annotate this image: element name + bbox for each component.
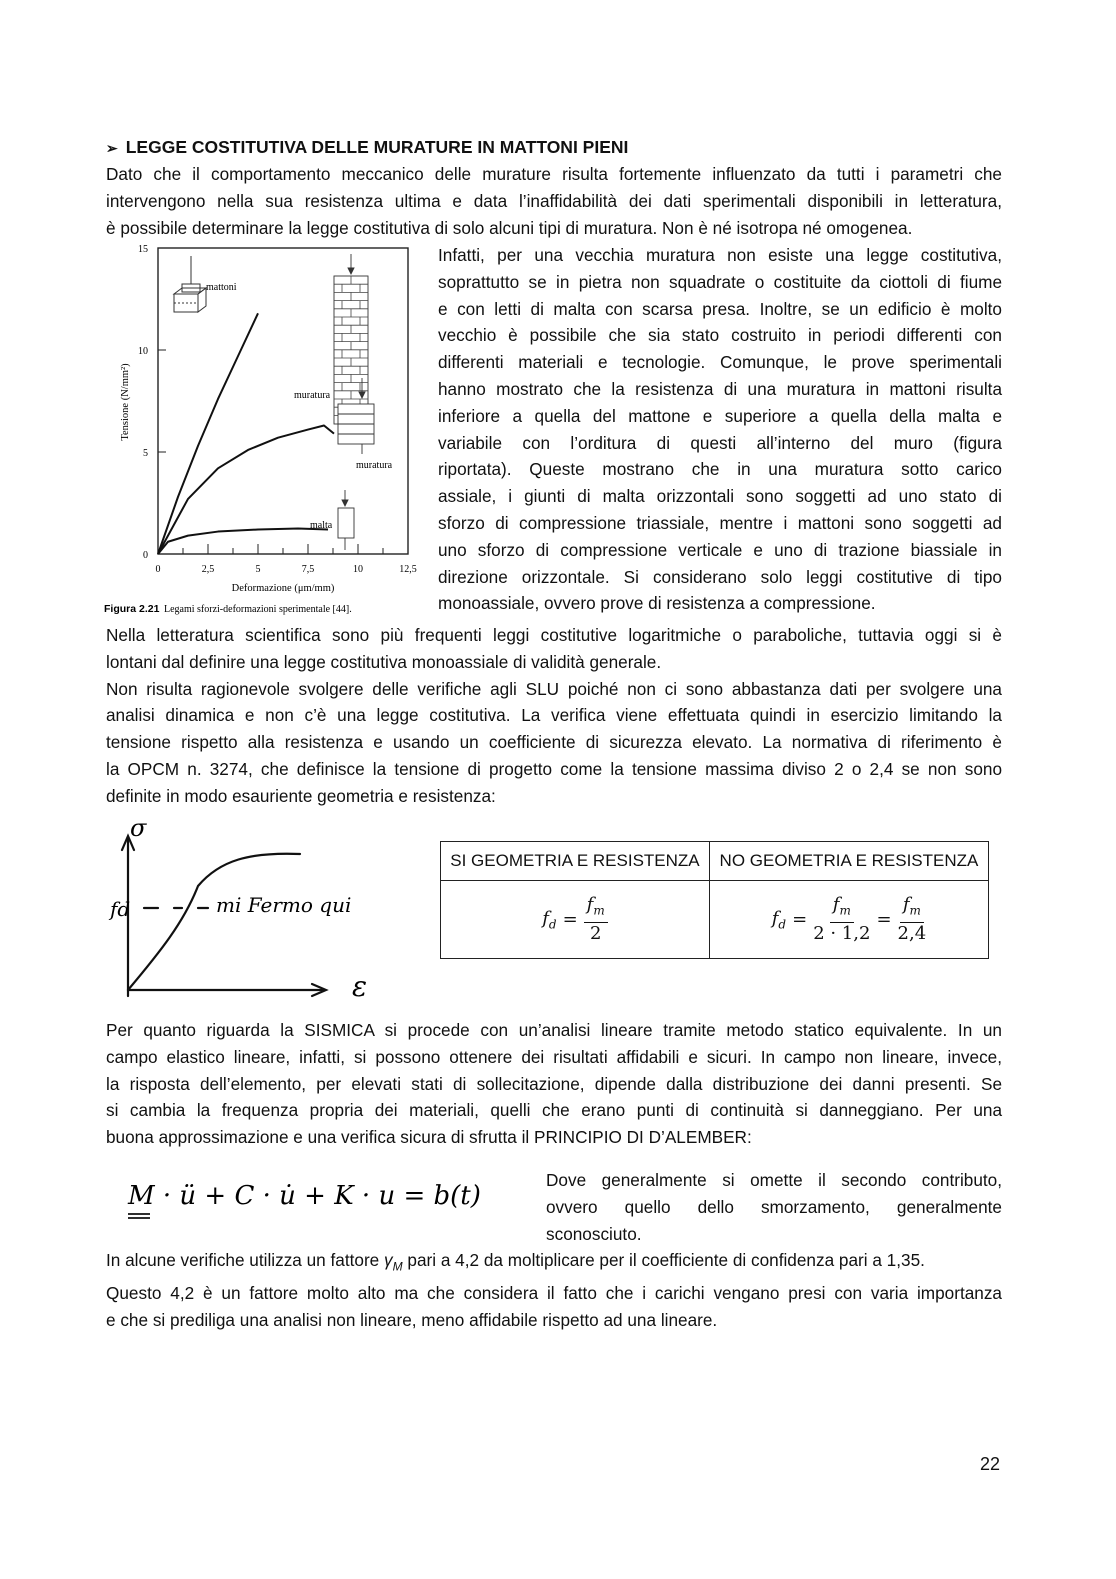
final-paragraph bbox=[106, 1247, 1002, 1334]
sigma-epsilon-curve bbox=[128, 854, 300, 990]
lit-line: Nella letteratura scientifica sono più frequenti leggi costitutive logaritmiche o paraboliche, tuttavia oggi si è bbox=[106, 625, 1002, 645]
intro-line: è possibile determinare la legge costitutiva di solo alcuni tipi di muratura. Non è né isotropa né omogenea. bbox=[106, 217, 913, 238]
curves bbox=[158, 313, 334, 554]
formula-cell-no bbox=[709, 881, 988, 959]
label-malta: malta bbox=[310, 520, 333, 531]
section-heading bbox=[106, 134, 628, 161]
slu-line: la OPCM n. 3274, che definisce la tensione di progetto come la tensione massima diviso 2 o 2,4 se non sono bbox=[106, 758, 1002, 779]
literature-paragraph bbox=[106, 622, 1002, 810]
slu-line: tensione rispetto alla resistenza e usando un coefficiente di sicurezza elevato. La normativa di riferimento è bbox=[106, 732, 1002, 753]
x-tick-label: 2,5 bbox=[201, 564, 215, 575]
side-line: assiale, i giunti di malta orizzontali sono soggetti ad uno stato di bbox=[438, 486, 1002, 507]
final-line-2: Questo 4,2 è un fattore molto alto ma che considera il fatto che i carichi vengano presi con varia importanza bbox=[106, 1283, 1002, 1304]
table-header-si: SI GEOMETRIA E RESISTENZA bbox=[441, 842, 710, 881]
handwritten-note: mi Fermo qui bbox=[216, 893, 352, 917]
eq-side-line: ovvero quello dello smorzamento, generalmente bbox=[546, 1196, 1002, 1217]
arrow-bullet-icon: ➢ bbox=[106, 140, 118, 156]
side-line: vecchio è possibile che sia stato costruito in periodi differenti con bbox=[438, 325, 1002, 346]
x-tick-label: 5 bbox=[255, 564, 261, 575]
sismica-line: Per quanto riguarda la SISMICA si procede con un’analisi lineare tramite metodo statico equivalente. In un bbox=[106, 1020, 1002, 1040]
figure-side-paragraph bbox=[438, 242, 1002, 617]
sigma-symbol: σ bbox=[130, 814, 147, 842]
figure-caption-label: Figura 2.21 bbox=[104, 603, 160, 615]
gamma-symbol: γ bbox=[384, 1250, 393, 1270]
x-axis-label: Deformazione (μm/mm) bbox=[231, 583, 335, 594]
slu-line: definite in modo esauriente geometria e resistenza: bbox=[106, 785, 496, 806]
page-number: 22 bbox=[980, 1454, 1001, 1474]
final-line-1: In alcune verifiche utilizza un fattore $\gamma_M$ pari a 4,2 da moltiplicare per il coefficiente di confidenza pari a 1,35. bbox=[106, 1250, 925, 1274]
matrix-underlines bbox=[128, 1214, 150, 1218]
side-line: differenti materiali e tecnologie. Comunque, le prove sperimentali bbox=[438, 352, 1002, 373]
eq-side-line: Dove generalmente si omette il secondo contributo, bbox=[546, 1170, 1002, 1190]
malta-specimen-icon bbox=[338, 490, 354, 550]
y-tick-label: 0 bbox=[143, 550, 148, 561]
slu-line: Non risulta ragionevole svolgere delle verifiche agli SLU poiché non ci sono abbastanza dati per svolgere una bbox=[106, 678, 1002, 699]
label-muratura-1: muratura bbox=[294, 390, 331, 401]
formula-cell-si bbox=[441, 881, 710, 959]
final-line-3: e che si prediliga una analisi non lineare, meno affidabile rispetto ad una lineare. bbox=[106, 1310, 718, 1331]
side-line: soprattutto se in pietra non squadrate o costituite da ciottoli di fiume bbox=[438, 271, 1002, 292]
formula-si: $f_d$ = $\frac{f_m}{2}$ bbox=[542, 894, 608, 945]
series-line-mattoni bbox=[158, 313, 258, 554]
sismica-line: campo elastico lineare, infatti, si possono ottenere dei risultati affidabili e sicuri. In campo non lineare, invece, bbox=[106, 1046, 1002, 1067]
x-tick-label: 0 bbox=[155, 564, 161, 575]
intro-paragraph bbox=[106, 161, 1002, 241]
side-line: inferiore a quella del mattone e superiore a quella della malta e bbox=[438, 405, 1002, 426]
y-tick-label: 10 bbox=[138, 346, 148, 357]
side-line: hanno mostrato che la resistenza di una muratura in mattoni risulta bbox=[438, 378, 1002, 399]
equation-side-paragraph bbox=[546, 1167, 1002, 1247]
label-muratura-2: muratura bbox=[356, 460, 393, 471]
equation-text: M · ü + C · u̇ + K · u = b(t) bbox=[128, 1181, 481, 1211]
y-axis-label: Tensione (N/mm²) bbox=[120, 363, 131, 441]
fd-label: fd bbox=[110, 897, 131, 921]
label-mattoni: mattoni bbox=[206, 282, 237, 293]
slu-line: analisi dinamica e non c’è una legge costitutiva. La verifica viene effettuata quindi in esercizio limitando la bbox=[106, 705, 1002, 726]
side-line: uno sforzo di compressione verticale e uno di trazione biassiale in bbox=[438, 539, 1002, 560]
side-line: monoassiale, ovvero prove di resistenza a compressione. bbox=[438, 593, 876, 614]
side-line: direzione orizzontale. Si considerano solo leggi costitutive di tipo bbox=[438, 566, 1002, 587]
heading-title: LEGGE COSTITUTIVA DELLE MURATURE IN MATTONI PIENI bbox=[125, 137, 629, 157]
series-line-muratura bbox=[158, 425, 334, 554]
side-line: sforzo di compressione triassiale, mentre i mattoni sono soggetti ad bbox=[438, 512, 1002, 533]
x-tick-label: 12,5 bbox=[399, 564, 417, 575]
side-line: e con letti di malta con scarsa presa. Inoltre, se un edificio è molto bbox=[438, 298, 1002, 319]
y-tick-label: 5 bbox=[143, 448, 148, 459]
sismica-paragraph bbox=[106, 1017, 1002, 1151]
dalembert-equation bbox=[126, 1168, 522, 1224]
x-tick-label: 10 bbox=[353, 564, 363, 575]
stress-strain-figure bbox=[104, 240, 430, 618]
sismica-line: buona approssimazione e una verifica sicura di sfrutta il PRINCIPIO DI D’ALEMBER: bbox=[106, 1127, 752, 1148]
figure-caption-text: Legami sforzi-deformazioni sperimentale [44]. bbox=[164, 604, 352, 615]
side-line: riportata). Queste mostrano che in una muratura sotto carico bbox=[438, 459, 1002, 480]
x-tick-label: 7,5 bbox=[301, 564, 315, 575]
side-line: variabile con l’orditura di questi all’interno del muro (figura bbox=[438, 432, 1002, 453]
formula-no: $f_d$ = $\frac{f_m}{2 \cdot 1,2}$ = $\frac{f_m}{2,4}$ bbox=[771, 894, 927, 944]
intro-line: Dato che il comportamento meccanico delle murature risulta fortemente influenzato da tutti i parametri che bbox=[106, 164, 1002, 184]
eq-side-line: sconosciuto. bbox=[546, 1223, 642, 1244]
intro-line: intervengono nella sua resistenza ultima e data l’inaffidabilità dei dati sperimentali disponibili in letteratura, bbox=[106, 190, 1002, 211]
y-tick-label: 15 bbox=[138, 244, 148, 255]
handwritten-sigma-epsilon-sketch bbox=[100, 812, 390, 1002]
sismica-line: si cambia la frequenza propria dei materiali, quelli che erano punti di continuità si danneggiano. Per una bbox=[106, 1100, 1002, 1121]
lit-line: lontani dal definire una legge costitutiva monoassiale di validità generale. bbox=[106, 651, 662, 672]
table-header-no: NO GEOMETRIA E RESISTENZA bbox=[709, 842, 988, 881]
epsilon-symbol: ε bbox=[352, 970, 368, 1003]
side-line: Infatti, per una vecchia muratura non esiste una legge costitutiva, bbox=[438, 245, 1002, 265]
verification-table bbox=[440, 841, 989, 959]
sismica-line: la risposta dell’elemento, per elevati stati di sollecitazione, dipende dalla distribuzione dei danni presenti. Se bbox=[106, 1073, 1002, 1094]
mattone-specimen-icon bbox=[174, 256, 206, 312]
